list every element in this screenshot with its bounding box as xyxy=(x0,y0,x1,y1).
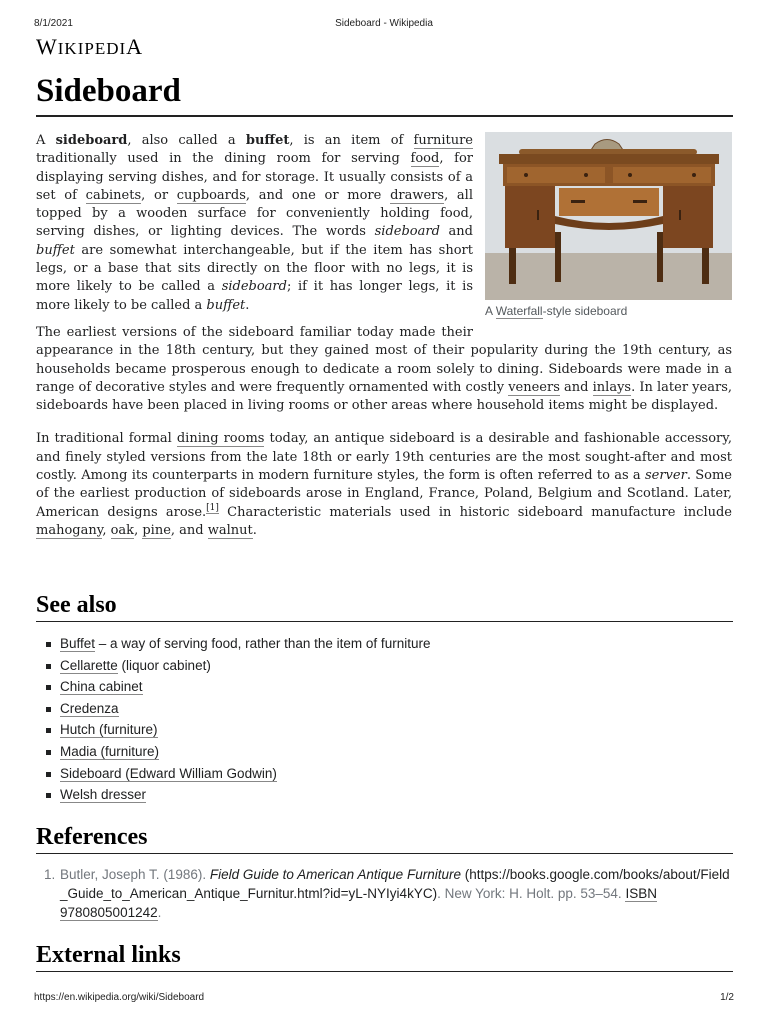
external-links-rule xyxy=(36,971,733,972)
see-also-link[interactable]: Buffet xyxy=(60,636,96,651)
paragraph-modern xyxy=(36,430,732,540)
external-links-heading: External links xyxy=(36,942,181,968)
see-also-note: – a way of serving food, rather than the item of furniture xyxy=(95,636,431,651)
wikipedia-logo[interactable] xyxy=(36,34,143,60)
inline-link[interactable]: furniture xyxy=(413,133,473,148)
see-also-link[interactable]: Madia (furniture) xyxy=(60,743,160,759)
italic-term: sideboard xyxy=(374,224,440,240)
see-also-item xyxy=(44,719,430,741)
inline-link[interactable]: inlays xyxy=(592,379,632,395)
italic-term: sideboard xyxy=(221,279,287,295)
text-run: . xyxy=(245,297,250,313)
text-run: and xyxy=(439,224,473,240)
inline-link[interactable]: food xyxy=(410,151,440,167)
waterfall-link[interactable]: Waterfall xyxy=(495,304,543,318)
paragraph-history xyxy=(36,324,732,415)
inline-link[interactable]: cabinets xyxy=(85,187,142,203)
text-run: today, an antique sideboard is a desirable and fashionable accessory, and finely styled versions from the late 18th or early 19th centuries are the most sought-after and most costly. Among its counterparts in modern furniture styles, the form is often referred to as a xyxy=(36,431,732,484)
italic-term: server xyxy=(644,468,687,484)
italic-term: buffet xyxy=(36,242,75,258)
see-also-link[interactable]: Hutch (furniture) xyxy=(60,722,158,738)
see-also-item xyxy=(44,633,430,655)
text-run: , xyxy=(134,522,143,538)
text-run: , and one or more xyxy=(245,187,391,203)
see-also-link[interactable]: Welsh dresser xyxy=(60,787,147,803)
see-also-list xyxy=(44,633,430,806)
inline-link[interactable]: dining rooms xyxy=(176,431,265,447)
infobox-figure xyxy=(485,132,732,319)
italic-term: buffet xyxy=(206,297,246,313)
text-run: , for displaying serving dishes, and for storage. It usually consists of a set of xyxy=(36,151,473,203)
text-run: , all topped by a wooden surface for conveniently holding food, serving dishes, or lighting devices. The words xyxy=(36,187,473,240)
text-run: , xyxy=(102,522,111,538)
text-run: A xyxy=(36,133,56,148)
see-also-link[interactable]: China cabinet xyxy=(60,679,143,695)
isbn-link[interactable]: ISBN xyxy=(625,886,657,901)
text-run: , or xyxy=(141,187,177,203)
see-also-heading: See also xyxy=(36,592,117,618)
see-also-item xyxy=(44,741,430,763)
text-run: , also called a xyxy=(127,133,246,148)
text-run: . Some of the earliest production of sideboards arose in England, France, Poland, Belgium and Scotland. Later, American designs arose. xyxy=(36,468,732,520)
text-run: and xyxy=(559,379,593,395)
inline-link[interactable]: oak xyxy=(110,522,135,538)
references-rule xyxy=(36,853,733,854)
print-date: 8/1/2021 xyxy=(34,18,73,29)
reference-number: 1. xyxy=(44,867,56,882)
footer-url: https://en.wikipedia.org/wiki/Sideboard xyxy=(34,992,205,1003)
reference-author: Butler, Joseph T. (1986). xyxy=(60,867,210,882)
see-also-link[interactable]: Credenza xyxy=(60,700,119,716)
inline-link[interactable]: drawers xyxy=(390,187,445,203)
see-also-item xyxy=(44,763,430,785)
bold-term: buffet xyxy=(245,133,290,148)
citation xyxy=(206,503,219,514)
see-also-rule xyxy=(36,621,733,622)
see-also-item xyxy=(44,698,430,720)
inline-link[interactable]: cupboards xyxy=(176,187,246,203)
logo-letters-mid: IKIPEDI xyxy=(57,39,127,58)
logo-letter-w: W xyxy=(36,34,58,59)
see-also-item xyxy=(44,784,430,806)
text-run: In traditional formal xyxy=(36,431,177,447)
text-run: Characteristic materials used in historic sideboard manufacture include xyxy=(218,504,733,520)
text-run: ; if it has longer legs, it is more likely to be called a xyxy=(36,279,473,313)
text-run: , is an item of xyxy=(289,133,414,148)
inline-link[interactable]: walnut xyxy=(207,522,253,538)
references-heading: References xyxy=(36,824,148,850)
bold-term: sideboard xyxy=(55,133,128,148)
text-run: traditionally used in the dining room for serving xyxy=(36,151,411,167)
inline-link[interactable]: mahogany xyxy=(36,522,103,538)
sideboard-image[interactable] xyxy=(485,132,732,300)
see-also-link[interactable]: Cellarette xyxy=(60,657,118,673)
article-body xyxy=(36,132,732,540)
print-header xyxy=(34,18,734,32)
inline-link[interactable]: pine xyxy=(142,522,171,538)
print-footer xyxy=(34,992,734,1006)
text-run: are somewhat interchangeable, but if the item has short legs, or a base that sits directly on the floor with no legs, it is more likely to be called a xyxy=(36,242,473,295)
reference-end: . xyxy=(157,905,162,920)
figure-caption: A Waterfall-style sideboard xyxy=(485,304,628,318)
text-run: The earliest versions of the sideboard familiar today made their appearance in the 18th century, but they gained most of their popularity during the 19th century, as households became prosperous enough to dedicate a room solely to dining. Sideboards were made in a range of decorative styles and were frequently ornamented with costly xyxy=(36,324,732,395)
see-also-link[interactable]: Sideboard (Edward William Godwin) xyxy=(60,765,277,781)
see-also-item xyxy=(44,676,430,698)
footer-page-number: 1/2 xyxy=(720,992,734,1003)
logo-letter-a: A xyxy=(126,34,144,59)
isbn-number-link[interactable]: 9780805001242 xyxy=(60,905,158,920)
page-title: Sideboard xyxy=(36,73,181,109)
text-run: . xyxy=(252,522,257,538)
reference-url[interactable]: (https://books.google.com/books/about/Field_Guide_to_American_Antique_Furnitur.html?id=yL-NYIyi4kYC) xyxy=(60,867,730,901)
sideboard-illustration xyxy=(485,132,732,300)
see-also-note: (liquor cabinet) xyxy=(117,657,211,673)
reference-title[interactable]: Field Guide to American Antique Furniture xyxy=(209,867,461,882)
see-also-item xyxy=(44,655,430,677)
title-rule xyxy=(36,115,733,117)
text-run: , and xyxy=(170,522,208,538)
reference-publisher: . New York: H. Holt. pp. 53–54. xyxy=(437,886,626,901)
text-run: . In later years, sideboards have been placed in living rooms or other areas where household items might be displayed. xyxy=(36,379,732,414)
inline-link[interactable]: veneers xyxy=(508,379,560,395)
citation-link[interactable]: [1] xyxy=(206,503,219,514)
reference-item xyxy=(44,865,732,922)
print-title: Sideboard - Wikipedia xyxy=(335,18,433,29)
